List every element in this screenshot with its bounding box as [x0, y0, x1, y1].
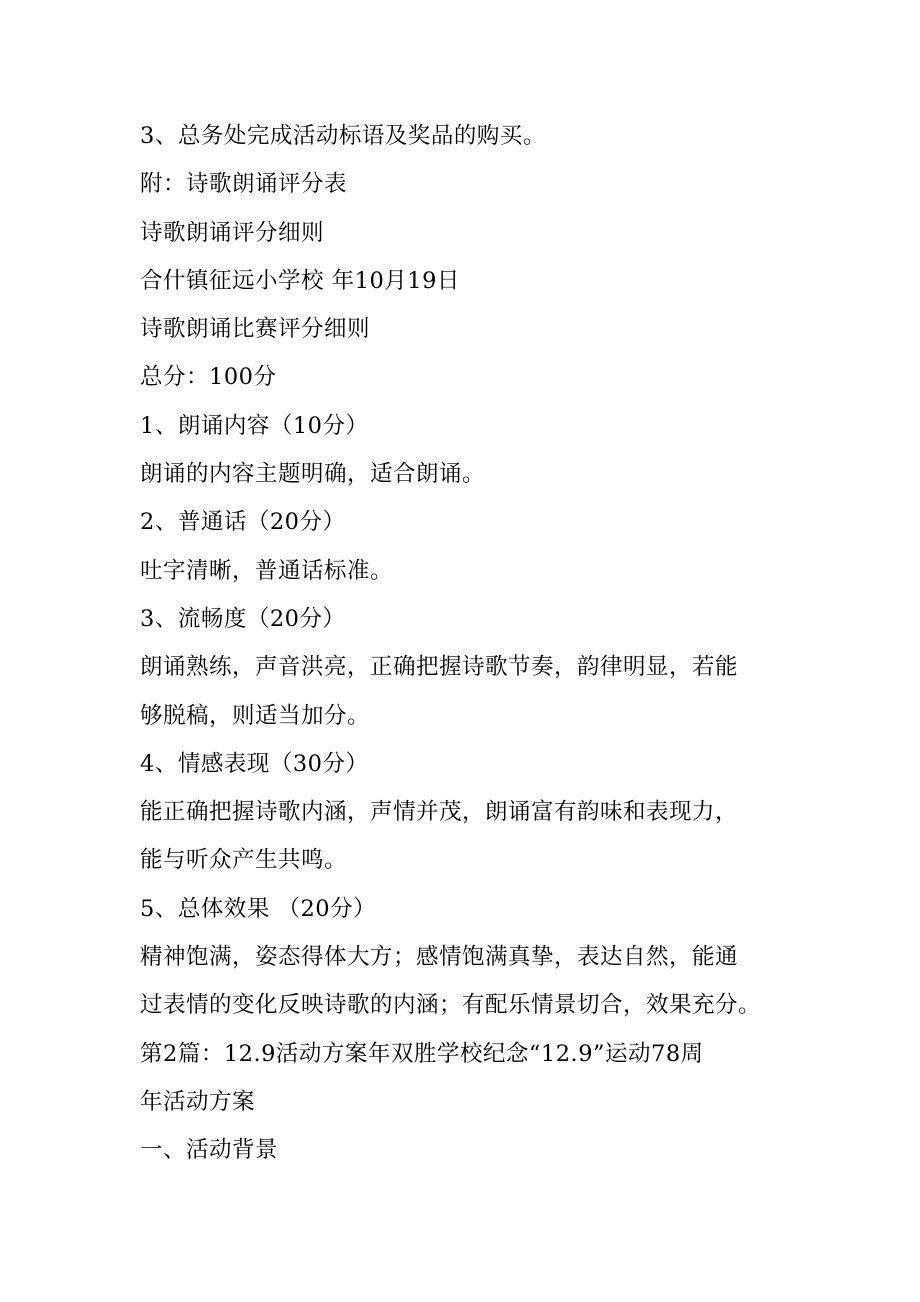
criterion-description: 能正确把握诗歌内涵，声情并茂，朗诵富有韵味和表现力， — [140, 799, 739, 826]
criterion-description: 朗诵的内容主题明确，适合朗诵。 — [140, 461, 486, 488]
text-line: 附：诗歌朗诵评分表 — [140, 171, 348, 198]
criterion-heading: 1、朗诵内容（10分） — [140, 412, 369, 439]
criterion-description: 吐字清晰，普通话标准。 — [140, 557, 394, 584]
criterion-description: 过表情的变化反映诗歌的内涵；有配乐情景切合，效果充分。 — [140, 992, 762, 1019]
document-body — [140, 112, 790, 1175]
criterion-heading: 2、普通话（20分） — [140, 509, 346, 536]
section-heading: 诗歌朗诵比赛评分细则 — [140, 316, 371, 343]
criterion-description: 能与听众产生共鸣。 — [140, 847, 348, 874]
text-line: 3、总务处完成活动标语及奖品的购买。 — [140, 123, 546, 149]
text-line: 合什镇征远小学校 年10月19日 — [140, 267, 460, 294]
criterion-description: 朗诵熟练，声音洪亮，正确把握诗歌节奏，韵律明显，若能 — [140, 654, 739, 681]
section-heading: 一、活动背景 — [140, 1137, 279, 1164]
criterion-description: 精神饱满，姿态得体大方；感情饱满真挚，表达自然，能通 — [140, 944, 739, 971]
text-line: 诗歌朗诵评分细则 — [140, 219, 325, 246]
criterion-heading: 5、总体效果 （20分） — [140, 895, 377, 922]
text-line: 总分：100分 — [140, 364, 277, 391]
chapter-title: 年活动方案 — [140, 1088, 256, 1115]
criterion-heading: 4、情感表现（30分） — [140, 750, 369, 777]
chapter-title: 第2篇：12.9活动方案年双胜学校纪念“12.9”运动78周 — [140, 1040, 704, 1067]
criterion-description: 够脱稿，则适当加分。 — [140, 702, 371, 729]
criterion-heading: 3、流畅度（20分） — [140, 605, 346, 632]
